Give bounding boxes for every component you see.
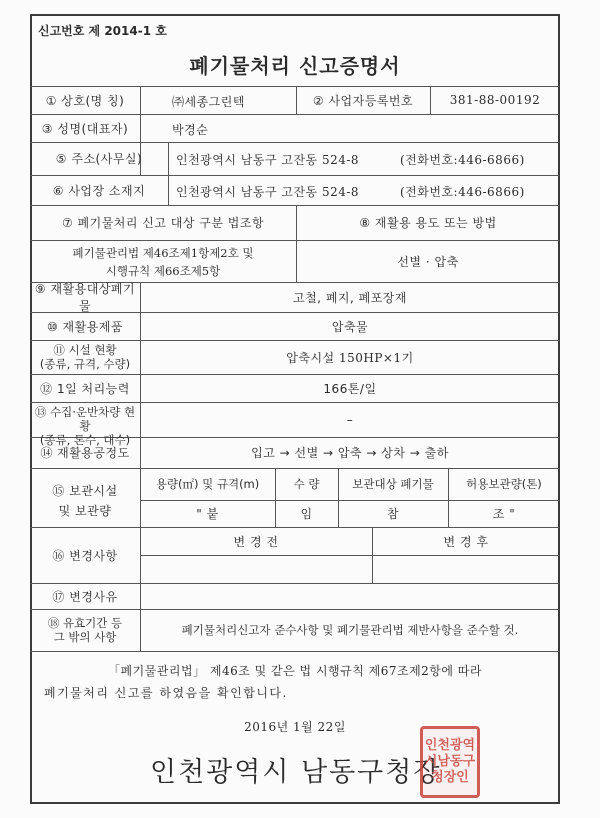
change-label: ⑯ 변경사항 [52, 548, 118, 563]
storage-header-waste: 보관대상 폐기물 [352, 477, 434, 491]
document-title: 폐기물처리 신고증명서 [189, 54, 401, 78]
site-address-label: ⑥ 사업장 소재지 [52, 183, 146, 198]
validity-label: ⑱ 유효기간 등 그 밖의 사항 [47, 616, 123, 644]
process-value: 입고 → 선별 → 압축 → 상차 → 출하 [251, 446, 449, 460]
registration-number: 신고번호 제 2014-1 호 [38, 24, 167, 38]
company-name-value: ㈜세종그린텍 [172, 95, 245, 109]
storage-value-3: 참 [386, 507, 400, 521]
storage-label: ⑮ 보관시설 및 보관량 [52, 484, 118, 518]
storage-header-quantity: 수 량 [293, 477, 320, 491]
change-before-header: 변 경 전 [233, 534, 279, 549]
change-reason-label: ⑰ 변경사유 [52, 589, 118, 604]
facility-label: ⑪ 시설 현황 (종류, 규격, 수량) [39, 343, 131, 371]
statement-line-2: 폐기물처리 신고를 하였음을 확인합니다. [44, 686, 288, 700]
office-phone: (전화번호:446-6866) [400, 153, 525, 167]
representative-value: 박경순 [172, 123, 209, 137]
storage-value-1: " 붙 [196, 507, 219, 521]
vehicles-label: ⑬ 수집·운반차량 현황 (종류, 톤수, 대수) [34, 405, 136, 447]
legal-basis-label: ⑦ 폐기물처리 신고 대상 구분 법조항 [61, 216, 265, 230]
company-name-label: ① 상호(명 칭) [45, 93, 125, 108]
daily-capacity-label: ⑫ 1일 처리능력 [40, 381, 130, 396]
change-after-header: 변 경 후 [443, 534, 489, 549]
process-label: ⑭ 재활용공정도 [40, 446, 130, 460]
office-address-value: 인천광역시 남동구 고잔동 524-8 [176, 153, 360, 167]
facility-value: 압축시설 150HP×1기 [286, 350, 414, 365]
storage-value-2: 임 [300, 507, 313, 521]
legal-basis-value: 폐기물관리법 제46조제1항제2호 및 시행규칙 제66조제5항 [72, 246, 254, 278]
recycled-product-label: ⑩ 재활용제품 [46, 319, 124, 334]
site-phone: (전화번호:446-6866) [400, 185, 525, 199]
daily-capacity-value: 166톤/일 [323, 381, 377, 396]
validity-value: 폐기물처리신고자 준수사항 및 폐기물관리법 제반사항을 준수할 것. [181, 623, 519, 637]
representative-label: ③ 성명(대표자) [41, 121, 129, 136]
official-seal: 인천광역시남동구청장인 [420, 726, 480, 798]
issue-date: 2016년 1월 22일 [244, 720, 346, 734]
office-address-label: ⑤ 주소(사무실) [55, 152, 143, 166]
storage-header-capacity: 용량(㎡) 및 규격(m) [155, 477, 260, 491]
recycling-waste-value: 고철, 폐지, 폐포장재 [293, 290, 407, 305]
recycling-use-value: 선별 · 압축 [397, 254, 459, 269]
business-reg-label: ② 사업자등록번호 [312, 93, 414, 108]
recycled-product-value: 압축물 [331, 319, 369, 334]
vehicles-value: – [346, 412, 354, 427]
business-reg-value: 381-88-00192 [449, 93, 541, 107]
recycling-waste-label: ⑨ 재활용대상폐기물 [34, 282, 136, 313]
recycling-use-label: ⑧ 재활용 용도 또는 방법 [359, 216, 497, 230]
storage-value-4: 조 " [492, 507, 516, 521]
issuer-name: 인천광역시 남동구청장 [150, 757, 442, 788]
statement-line-1: 「폐기물관리법」 제46조 및 같은 법 시행규칙 제67조제2항에 따라 [108, 664, 482, 678]
site-address-value: 인천광역시 남동구 고잔동 524-8 [176, 185, 360, 199]
storage-header-allowed: 허용보관량(톤) [466, 477, 542, 491]
